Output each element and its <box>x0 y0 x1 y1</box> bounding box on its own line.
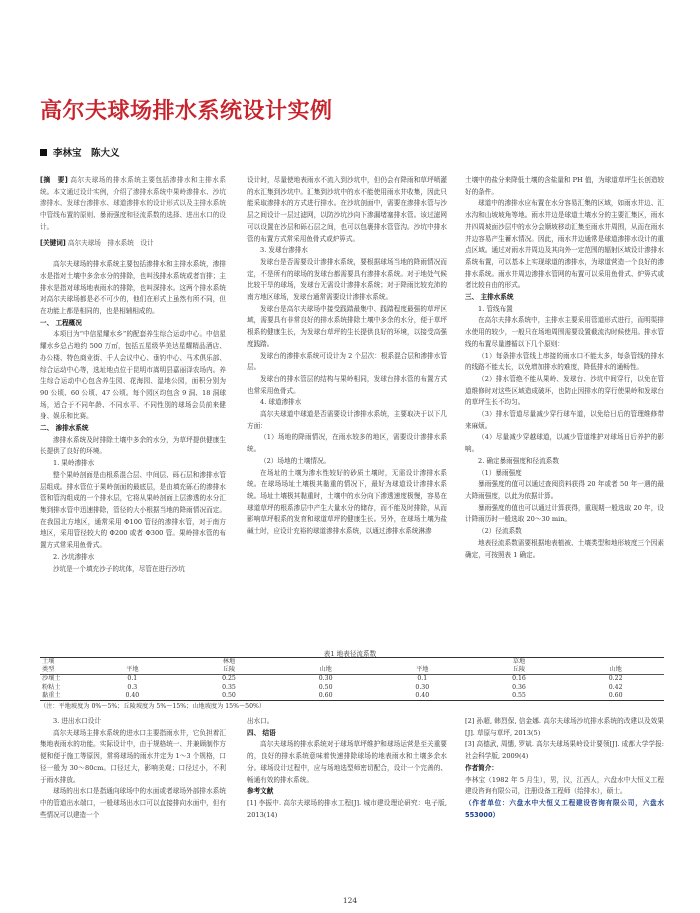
runoff-coefficient-table <box>40 657 664 701</box>
paragraph: 发球台的渗排水系统可设计为 2 个层次：根系混合层和渗排水管层。 <box>247 351 447 372</box>
section-heading: 三、 主排水系统 <box>465 293 514 302</box>
abstract-text: 高尔夫球场的排水系统主要包括渗排水和主排水系统。本文通过设计实例，介绍了渗排水系统中果岭渗排水、沙坑渗排水、发球台渗排水、球道渗排水的设计形式以及主排水系统中管线布置的原则、暴雨强度和径流系数的选择、进出水口的设计。 <box>40 176 226 231</box>
paragraph: 高尔夫球场的排水系统主要包括渗排水和主排水系统，渗排水是指对土壤中多余水分的排除，也叫浅排水系统或者盲排；主排水是指对球场地表雨水的排除，也叫深排水。这两个排水系统对高尔夫球场都是必不可少的，他们在形式上虽然有所不同，但在功能上都是相同的，也是相辅相成的。 <box>40 260 226 316</box>
subsection-heading: 3. 进出水口设计 <box>53 717 101 725</box>
author-line <box>40 145 120 159</box>
table-cell: 0.1 <box>417 675 428 683</box>
table-row-label: 粉粘土 <box>42 683 61 691</box>
paragraph: 地表径流系数需要根据地表植被、土壤类型和地形坡度三个因素确定，可按照表 1 确定。 <box>465 538 664 559</box>
table-cell: 0.50 <box>318 683 333 691</box>
subsection-heading: 3. 发球台渗排水 <box>260 246 308 255</box>
table-subheader: 山地 <box>277 666 374 675</box>
table-subheader: 丘陵 <box>181 666 278 675</box>
paragraph: 球场的出水口是指通向球场中的水面或者球场外部排水系统中的管道出水端口，一般球场出水口可以直接排向水面中，但有些情况可以建造一个 <box>40 787 226 819</box>
paragraph: 在高尔夫排水系统中，主排水主要采用管道形式进行，而明渠排水使用的较少，一般只在场地周围需要设置截流沟时候使用。排水管线的布置尽量遵循以下几个原则： <box>465 316 664 348</box>
paragraph: （3）排水管道尽量减少穿行球车道，以免给日后的管理维修带来麻烦。 <box>465 410 664 430</box>
table-cell: 0.50 <box>181 692 278 701</box>
paragraph: 发球台是否需要设计渗排水系统，要根据球场当地的降雨情况而定，不是所有的球场的发球台都需要具有渗排水系统。对于地处气候比较干旱的球场，发球台无需设计渗排水系统；对于降雨比较充沛的南方地区球场，发球台通常需要设计渗排水系统。 <box>247 257 447 302</box>
table-cell: 0.60 <box>567 692 664 701</box>
article-title: 高尔夫球场排水系统设计实例 <box>40 99 333 124</box>
paragraph: （1）每条排水管线上串接的雨水口不能太多，每条管线的排水的线路不能太长，以免增加排水的难度，降低排水的通畅性。 <box>465 351 664 372</box>
table-header-forest: 林地 <box>84 658 374 667</box>
table-cell: 0.35 <box>222 683 236 691</box>
table-header-grass: 草地 <box>374 658 664 667</box>
paragraph: 土壤中的盐分来降低土壤的含盐量和 PH 值，为球道草坪生长创造较好的条件。 <box>465 176 665 196</box>
keywords-label: [关键词] <box>40 238 66 247</box>
column-3 <box>465 175 664 561</box>
keywords <box>40 238 226 250</box>
table-cell: 0.55 <box>471 692 568 701</box>
column-1-body <box>40 259 226 575</box>
table-header-type: 类型 <box>40 666 84 675</box>
subsection-heading: 1. 管线布置 <box>478 304 513 313</box>
paragraph: 发球台的排水管层的结构与果岭相同，发球台排水管的布置方式也常采用鱼骨式。 <box>247 374 447 395</box>
column-1-lower <box>40 716 226 821</box>
paragraph: 在场址的土壤为渗水性较好的砂质土壤时，无需设计渗排水系统。在球场场址土壤极其黏重的情况下，最好为球道设计渗排水系统。场址土壤极其黏重时，土壤中的水分向下渗透速度极慢，容易在球道草坪的根系渗层中产生大量水分的储存，而不能及时排除，从而影响草坪根系的发育和球道草坪的健康生长。另外，在球场土壤为盐碱土时，应设计充裕的球道渗排水系统，以通过渗排水系统淋渗 <box>247 468 447 536</box>
table-cell: 0.25 <box>222 675 236 683</box>
subsection-heading: 2. 确定暴雨强度和径流系数 <box>478 456 559 465</box>
table-cell: 0.42 <box>608 683 623 691</box>
table-subheader: 平地 <box>374 666 471 675</box>
paragraph: （1）暴雨强度 <box>478 468 522 477</box>
table-row <box>40 684 664 692</box>
table-cell: 0.22 <box>608 675 623 683</box>
column-2-lower <box>247 716 447 821</box>
table-cell: 0.30 <box>415 683 430 691</box>
column-1 <box>40 175 226 575</box>
table-row <box>40 692 664 701</box>
paragraph: 暴雨强度的值可以通过查阅资料获得 20 年或者 50 年一遇的最大降雨强度，以此为依据计算。 <box>465 480 664 500</box>
square-bullet-icon <box>40 149 47 156</box>
paragraph: （4）尽量减少穿越球道，以减少管道维护对球场日后养护的影响。 <box>465 433 664 454</box>
table-subheader: 平地 <box>84 666 181 675</box>
paragraph: （2）排水管绝不能从果岭、发球台、沙坑中间穿行，以免在管道维修时对这些区域造成破坏，也防止因排水的穿行使果岭和发球台的草坪生长不均匀。 <box>465 374 664 407</box>
paragraph: 高尔夫球场主排水系统的进水口主要指雨水井，它负担着汇集地表雨水的功能。实际设计中，由于规格统一、并兼顾制作方便和便于施工等原因，常将球场的雨水井定为 1～3 个规格，口径一般为 30～80cm。口径过大，影响美观；口径过小，不利于雨水排放。 <box>40 728 226 784</box>
table-subheader: 丘陵 <box>471 666 568 675</box>
paragraph: 暴雨强度的值也可以通过计算获得，重现期一般选取 20 年，设计降雨历时一般选取 20～30 min。 <box>465 503 664 524</box>
paragraph: 发球台是高尔夫球场中接受践踏最集中、践踏程度最强的草坪区域，需要具有非常良好的排水系统排除土壤中多余的水分，便于草坪根系的健康生长，为发球台草坪的生长提供良好的环境，以接受高强度践踏。 <box>247 304 447 348</box>
paragraph: 高尔夫球道中球道是否需要设计渗排水系统，主要取决于以下几方面： <box>247 410 447 430</box>
section-heading: 二、 渗排水系统 <box>40 424 89 433</box>
paragraph: 球道中的渗排水应布置在水分容易汇集的区域，如雨水井边、汇水沟和山坡坡角等地。雨水井边是球道土壤水分的主要汇集区，雨水井四周坡面沙层中的水分会顺坡移动汇集至雨水井周围，从而在雨水井边容易产生蓄水情况。因此，雨水井边通常是球道渗排水设计的重点区域。通过对雨水井周边及其向外一定范围的辐射区域设计渗排水系统布置，可以基本上实现球道的渗排水，为球道营造一个良好的渗排水系统。雨水井周边渗排水管网的布置可以采用鱼骨式、炉箅式或者比较自由的形式。 <box>465 199 664 290</box>
paragraph: 李林宝（1982 年 5 月生），男，汉，江西人，六盘水中大恒义工程建设咨询有限公司，注册设备工程师（给排水），硕士。 <box>465 775 664 796</box>
paragraph: [2] 孙超, 韩烈保, 信金娜. 高尔夫球场沙坑排水系统的改建以及效果[J]. 草原与草坪, 2013(5) <box>465 717 664 737</box>
paragraph: 高尔夫球场的排水系统对于球场草坪维护和球场运营是至关重要的，良好的排水系统意味着快速排除球场的地表雨水和土壤多余水分。球场设计过程中，应与场地选型师密切配合，设计一个完善的、畅通有效的排水系统。 <box>247 740 447 784</box>
subsection-heading: 4. 球道渗排水 <box>260 398 302 407</box>
table-cell: 0.60 <box>277 692 374 701</box>
subsection-heading: 1. 果岭渗排水 <box>53 459 95 468</box>
table-cell: 0.40 <box>84 692 181 701</box>
paragraph: 沙坑是一个填充沙子的坑体，尽管在进行沙坑 <box>53 564 185 573</box>
subsection-heading: 2. 沙坑渗排水 <box>53 552 95 561</box>
abstract-label: [摘 要] <box>40 176 68 184</box>
column-3-lower <box>465 716 664 821</box>
paragraph: [3] 高德武, 周憓, 罗斌. 高尔夫球场果岭设计要领[J]. 成都大学学报: 社会科学版, 2009(4) <box>465 740 664 761</box>
table-row <box>40 675 664 684</box>
author-affiliation: （作者单位：六盘水中大恒义工程建设咨询有限公司，六盘水 553000） <box>465 798 664 819</box>
abstract <box>40 175 226 234</box>
table-subheader: 山地 <box>567 666 664 675</box>
paragraph: 出水口。 <box>247 717 274 725</box>
table-cell: 0.16 <box>512 675 526 683</box>
table-row-label: 沙壤土 <box>42 675 61 683</box>
paragraph: （2）径流系数 <box>478 527 522 536</box>
table-row-label: 黏重土 <box>40 692 84 701</box>
paragraph: 本项目为“中信星耀水乡”的配套养生综合运动中心。中信星耀水乡总占地约 500 万㎡，包括五星级华美达星耀精品酒店、办公楼、特色商业街、千人会议中心、垂钓中心、马术俱乐部、综合运动中心等，选址地点位于昆明市嵩明县嘉丽泽农场内。养生综合运动中心包含养生园、花海园、湿地公园，面积分别为 90 公顷、60 公顷、47 公顷。每个园区均包含 9 洞、18 洞球场，适合于不同年龄、不同水平、不同性别的球场会员前来健身、娱乐和比赛。 <box>40 330 226 421</box>
table-cell: 0.1 <box>127 675 138 683</box>
section-heading: 一、 工程概况 <box>40 318 82 327</box>
table-caption: 表1 地表径流系数 <box>323 650 377 658</box>
column-2 <box>247 175 447 538</box>
paragraph: 设计时，尽量使地表雨水不流入到沙坑中，但仍会有降雨和草坪喷灌的水汇集到沙坑中。汇集到沙坑中的水不能使用雨水井收集，因此只能采取渗排水的方式进行排水。在沙坑剖面中，需要在渗排水管与沙层之间设计一层过滤网，以防沙坑沙向下渗漏堵塞排水管。该过滤网可以设置在沙层和砾石层之间，也可以包裹排水管管沟。沙坑中排水管的布置方式常采用鱼骨式或炉箅式。 <box>247 176 447 243</box>
paragraph: （1）场地的降雨情况，在雨水较多的地区，需要设计渗排水系统。 <box>247 433 447 454</box>
section-heading: 参考文献 <box>247 787 274 796</box>
keywords-text: 高尔夫球场 排水系统 设计 <box>67 238 154 247</box>
table-cell: 0.3 <box>127 683 138 691</box>
table-cell: 0.36 <box>512 683 526 691</box>
section-heading: 作者简介： <box>465 763 498 772</box>
table-header-soil: 土壤 <box>40 658 84 667</box>
paragraph: 渗排水系统及时排除土壤中多余的水分，为草坪提供健康生长提供了良好的环境。 <box>40 435 226 456</box>
paragraph: （2）场地的土壤情况。 <box>260 456 331 465</box>
page-number: 124 <box>342 896 358 905</box>
table-cell: 0.30 <box>318 675 333 683</box>
paragraph: [1] 李振中. 高尔夫球场的排水工程[J]. 城市建设理论研究：电子版, 2013(14) <box>247 798 447 819</box>
section-heading: 四、 结语 <box>247 728 276 737</box>
table-cell: 0.40 <box>374 692 471 701</box>
references-continued <box>465 716 664 798</box>
paragraph: 整个果岭剖面是由根系混合层、中间层、砾石层和渗排水管层组成。排水管位于果岭剖面的最底层，是由填充砾石的渗排水管和管沟组成的一个排水层，它将从果岭剖面上层渗透的水分汇集到排水管中迅速排除，管径的大小根据当地的降雨情况而定。在我国北方地区，通常采用 Φ100 管径的渗排水管，对于南方地区，采用管径较大的 Φ200 或者 Φ300 管。果岭排水管的布置方式常采用鱼骨式。 <box>40 470 226 550</box>
table-note: （注：平地坡度为 0%～5%；丘陵坡度为 5%～15%；山地坡度为 15%～50%） <box>40 703 266 710</box>
author-names: 李林宝 陈大义 <box>53 148 120 159</box>
